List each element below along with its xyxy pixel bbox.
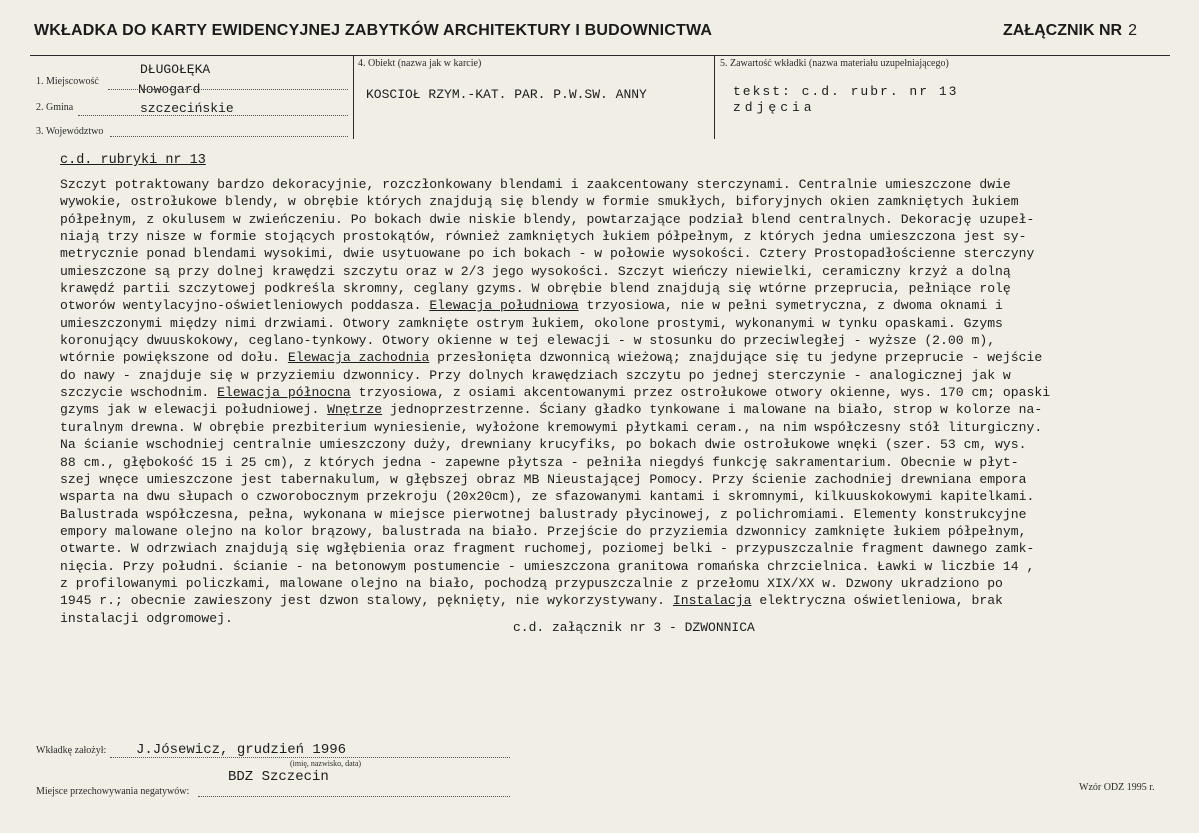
body-text-segment: przesłonięta dzwonnicą wieżową; znajdujące się tu jedyne przeprucie - wejście <box>429 350 1043 366</box>
body-text-segment: trzyosiowa, nie w pełni symetryczna, z dwoma oknami i <box>578 298 1003 314</box>
body-line: Szczyt potraktowany bardzo dekoracyjnie, rozczłonkowany blendami i zaakcentowany sterczynami. Centralnie umieszczone dwie <box>60 177 1011 192</box>
body-text-segment: trzyosiowa, z osiami akcentowanymi przez ostrołukowe otwory okienne, wys. 170 cm; opaski <box>350 385 1051 401</box>
body-line: półpełnym, z okulusem w zwieńczeniu. Po bokach dwie niskie blendy, powtarzające podział blend centralnych. Dekorację uzupeł- <box>60 211 1035 227</box>
miejscowosc-value: DŁUGOŁĘKA <box>140 62 211 77</box>
body-line: umieszczonymi między nimi drzwiami. Otwory zamknięte ostrym łukiem, okolone prostymi, wykonanymi w tynku opaskami. Gzyms <box>60 315 1003 331</box>
body-line: wywokie, ostrołukowe blendy, w obrębie których znajdują się blendy w formie smukłych, biforyjnych okien zamkniętych łukiem <box>60 194 1019 210</box>
negatywy-line <box>198 796 510 797</box>
body-line <box>60 592 1199 609</box>
body-line: z profilowanymi policzkami, malowane olejno na biało, pochodzą przypuszczalnie z przełomu XIX/XX w. Dzwony ukradziono po <box>60 575 1003 591</box>
wojewodztwo-label: 3. Województwo <box>36 126 104 137</box>
body-line: otwarte. W odrzwiach znajdują się wgłębienia oraz fragment ruchomej, poziomej belki - przypuszczalnie fragment dawnego zamk- <box>60 541 1035 557</box>
subheading-elewacja-poludniowa: Elewacja południowa <box>429 298 579 314</box>
body-text-segment: 1945 r.; obecnie zawieszony jest dzwon stalowy, pęknięty, nie wykorzystywany. <box>60 593 673 609</box>
body-text-segment: gzyms jak w elewacji południowej. <box>60 402 328 418</box>
zawartosc-value-2: zdjęcia <box>733 100 816 115</box>
gmina-value: szczecińskie <box>140 101 234 116</box>
obiekt-label: 4. Obiekt (nazwa jak w karcie) <box>358 58 482 69</box>
annex-number: 2 <box>1128 22 1137 39</box>
body-text-segment: otworów wentylacyjno-oświetleniowych poddasza. <box>60 298 430 314</box>
wojewodztwo-line <box>110 136 348 137</box>
body-line: koronujący dwuuskokowy, ceglano-tynkowy. Otwory okienne w tej elewacji - w stosunku do przeciwległej - wyższe (2.00 m), <box>60 333 996 349</box>
miejscowosc-value-2: Nowogard <box>138 82 201 97</box>
body-text-segment: elektryczna oświetleniowa, brak <box>751 593 1003 609</box>
body-line: metrycznie ponad blendami wysokimi, dwie usytuowane po ich bokach - w połowie wysokości. Cztery Prostopadłościenne sterczyny <box>60 246 1035 262</box>
zalozyl-hint: (imię, nazwisko, data) <box>290 759 362 768</box>
gmina-line <box>78 115 348 116</box>
body-line: do nawy - znajduje się w przyziemiu dzwonnicy. Przy dolnych krawędziach szczytu po jednej sterczynie - analogicznej jak w <box>60 367 1011 383</box>
body-line <box>60 401 1199 418</box>
subheading-elewacja-zachodnia: Elewacja zachodnia <box>287 350 430 366</box>
gmina-label: 2. Gmina <box>36 102 74 113</box>
body-text-segment: szczycie wschodnim. <box>60 385 218 401</box>
subheading-wnetrze: Wnętrze <box>327 402 383 418</box>
body-line: turalnym drewna. W obrębie prezbiterium wyniesienie, wyłożone kremowymi płytkami ceram., na nim współczesny stół liturgiczny. <box>60 419 1043 435</box>
section-heading: c.d. rubryki nr 13 <box>60 153 206 168</box>
subheading-elewacja-polnocna: Elewacja północna <box>217 385 351 401</box>
obiekt-value: KOSCIOŁ RZYM.-KAT. PAR. P.W.SW. ANNY <box>366 87 647 102</box>
box-top-border <box>30 55 1170 56</box>
description-body <box>60 176 1199 627</box>
body-line: Na ścianie wschodniej centralnie umieszczony duży, drewniany krucyfiks, po bokach dwie ostrołukowe wnęki (szer. 53 cm, wys. <box>60 437 1027 453</box>
continuation-note: c.d. załącznik nr 3 - DZWONNICA <box>513 620 755 635</box>
body-text-segment: jednoprzestrzenne. Ściany gładko tynkowane i malowane na biało, strop w kolorze na- <box>382 402 1043 418</box>
zalozyl-value: J.Jósewicz, grudzień 1996 <box>136 742 347 758</box>
annex-label-text: ZAŁĄCZNIK NR <box>1003 22 1123 39</box>
body-line: krawędź partii szczytowej podkreśla skromny, ceglany gzyms. W obrębie blend znajdują się wtórne przeprucia, pełniące rolę <box>60 281 1011 297</box>
body-text-segment: wtórnie powiększone od dołu. <box>60 350 288 366</box>
box-divider-1 <box>353 55 354 139</box>
zawartosc-value-1: tekst: c.d. rubr. nr 13 <box>733 84 959 99</box>
body-line <box>60 297 1199 314</box>
form-title: WKŁADKA DO KARTY EWIDENCYJNEJ ZABYTKÓW ARCHITEKTURY I BUDOWNICTWA <box>34 22 713 39</box>
miejscowosc-line <box>108 89 348 90</box>
body-line <box>60 384 1199 401</box>
body-line <box>60 349 1199 366</box>
body-line: niają trzy nisze w formie stojących prostokątów, również zamkniętych łukiem półpełnym, z których jedna umieszczona jest sy- <box>60 229 1027 245</box>
zalozyl-label: Wkładkę założył: <box>36 745 107 756</box>
body-line: Balustrada współczesna, pełna, wykonana w miejsce pierwotnej balustrady płycinowej, z polichromiami. Elementy konstrukcyjne <box>60 506 1027 522</box>
body-line: empory malowane olejno na kolor brązowy, balustrada na biało. Przejście do przyziemia dzwonnicy zamknięte łukiem półpełnym, <box>60 523 1027 539</box>
box-divider-2 <box>714 55 715 139</box>
body-line: nięcia. Przy południ. ścianie - na betonowym postumencie - umieszczona granitowa romańska chrzcielnica. Ławki w liczbie 14 , <box>60 558 1035 574</box>
miejscowosc-label: 1. Miejscowość <box>36 76 99 87</box>
subheading-instalacja: Instalacja <box>672 593 752 609</box>
body-line: instalacji odgromowej. <box>60 610 233 626</box>
zawartosc-label: 5. Zawartość wkładki (nazwa materiału uzupełniającego) <box>720 58 949 69</box>
negatywy-label: Miejsce przechowywania negatywów: <box>36 786 190 797</box>
annex-label <box>1003 22 1137 40</box>
body-line: umieszczone są przy dolnej krawędzi szczytu oraz w 2/3 jego wysokości. Szczyt wieńczy niewielki, ceramiczny krzyż a dolną <box>60 263 1011 279</box>
body-line: wsparta na dwu słupach o czworobocznym przekroju (20x20cm), ze sfazowanymi kantami i skromnymi, kilkuuskokowymi kapitelkami. <box>60 489 1035 505</box>
body-line: 88 cm., głębokość 15 i 25 cm), z których jedna - zapewne płytsza - pełniła niegdyś funkcję sakramentarium. Obecnie w płyt- <box>60 454 1019 470</box>
body-line: szej wnęce umieszczone jest tabernakulum, w głębszej obraz MB Nieustającej Pomocy. Przy ścienie zachodniej drewniana empora <box>60 471 1027 487</box>
form-code: Wzór ODZ 1995 r. <box>1079 782 1155 793</box>
institution: BDZ Szczecin <box>228 769 329 785</box>
